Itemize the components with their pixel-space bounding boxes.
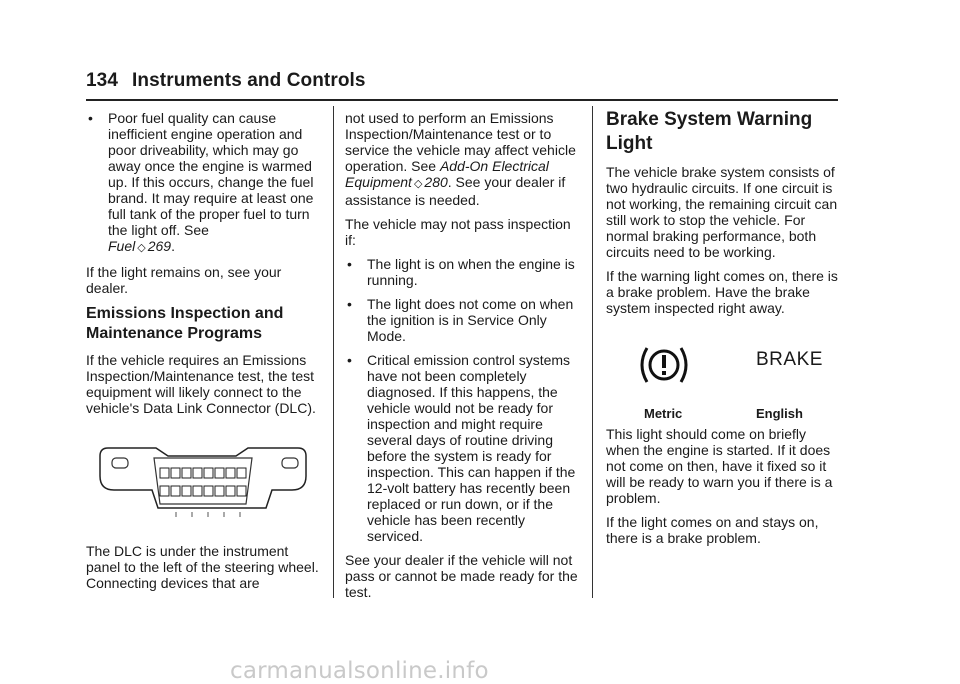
page-number: 134 xyxy=(86,70,119,91)
page-header xyxy=(86,70,838,92)
column-2 xyxy=(345,110,581,608)
paragraph: See your dealer if the vehicle will not pass or cannot be made ready for the test. xyxy=(345,552,578,600)
bullet-text: The light is on when the engine is running. xyxy=(367,256,575,288)
bullet-text: Poor fuel quality can cause inefficient engine operation and poor driveability, which may go away once the engine is warmed up. If this occurs, change the fuel brand. It may require at least one full tank of the proper fuel to turn the light off. See xyxy=(108,110,314,238)
section-heading: Emissions Inspection and Maintenance Programs xyxy=(86,305,284,342)
reference-arrow-icon: ◇ xyxy=(137,242,146,254)
column-1 xyxy=(86,110,326,599)
paragraph: The DLC is under the instrument panel to the left of the steering wheel. Connecting devices that are xyxy=(86,543,319,591)
paragraph-text: . See your dealer if assistance is needed. xyxy=(345,174,566,208)
bullet-marker: • xyxy=(347,256,352,272)
list-item xyxy=(345,352,581,544)
paragraph: If the light comes on and stays on, there is a brake problem. xyxy=(606,514,819,546)
cross-reference-link[interactable]: Add-On Electrical Equipment xyxy=(345,158,549,190)
reference-arrow-icon: ◇ xyxy=(413,178,423,190)
section-heading: Brake System Warning Light xyxy=(606,109,813,154)
label-english: English xyxy=(756,406,803,421)
header-rule xyxy=(86,99,838,101)
reference-page[interactable]: 269 xyxy=(147,238,172,254)
bullet-end: . xyxy=(171,238,175,254)
column-divider-2 xyxy=(592,106,593,598)
paragraph: This light should come on briefly when the engine is started. If it does not come on then, have it fixed so it will be ready to warn you if there is a problem. xyxy=(606,426,833,506)
watermark: carmanualsonline.info xyxy=(230,658,489,684)
bullet-marker: • xyxy=(347,296,352,312)
paragraph: The vehicle may not pass inspection if: xyxy=(345,216,571,248)
paragraph: If the light remains on, see your dealer. xyxy=(86,264,282,296)
bullet-text: The light does not come on when the ignition is in Service Only Mode. xyxy=(367,296,574,344)
reference-page[interactable]: 280 xyxy=(424,174,448,190)
bullet-marker: • xyxy=(88,110,93,126)
paragraph: The vehicle brake system consists of two hydraulic circuits. If one circuit is not working, the remaining circuit can still work to stop the vehicle. For normal braking performance, both circuits need to be working. xyxy=(606,164,838,260)
brake-english-symbol: BRAKE xyxy=(756,349,823,370)
list-item xyxy=(345,256,581,288)
warning-light-symbols xyxy=(606,340,842,426)
column-3 xyxy=(606,110,842,554)
bullet-text: Critical emission control systems have not been completely diagnosed. If this happens, the vehicle would not be ready for inspection and might require several days of routine driving before the system is ready for inspection. This can happen if the 12-volt battery has recently been replaced or run down, or if the vehicle has been recently serviced. xyxy=(367,352,576,544)
list-item xyxy=(345,296,581,344)
list-item xyxy=(86,110,326,256)
dlc-connector-illustration xyxy=(96,446,326,525)
bullet-marker: • xyxy=(347,352,352,368)
paragraph: If the vehicle requires an Emissions Inspection/Maintenance test, the test equipment will likely connect to the vehicle's Data Link Connector (DLC). xyxy=(86,352,316,416)
paragraph-text: not used to perform an Emissions Inspection/Maintenance test or to service the vehicle may affect vehicle operation. See xyxy=(345,110,576,174)
dlc-connector-icon xyxy=(96,446,311,522)
column-divider-1 xyxy=(333,106,334,598)
label-metric: Metric xyxy=(644,406,683,421)
cross-reference-link[interactable]: Fuel xyxy=(108,238,136,254)
brake-warning-icon xyxy=(634,340,694,390)
paragraph xyxy=(345,110,581,208)
section-title: Instruments and Controls xyxy=(132,70,366,91)
paragraph: If the warning light comes on, there is a brake problem. Have the brake system inspected right away. xyxy=(606,268,838,316)
